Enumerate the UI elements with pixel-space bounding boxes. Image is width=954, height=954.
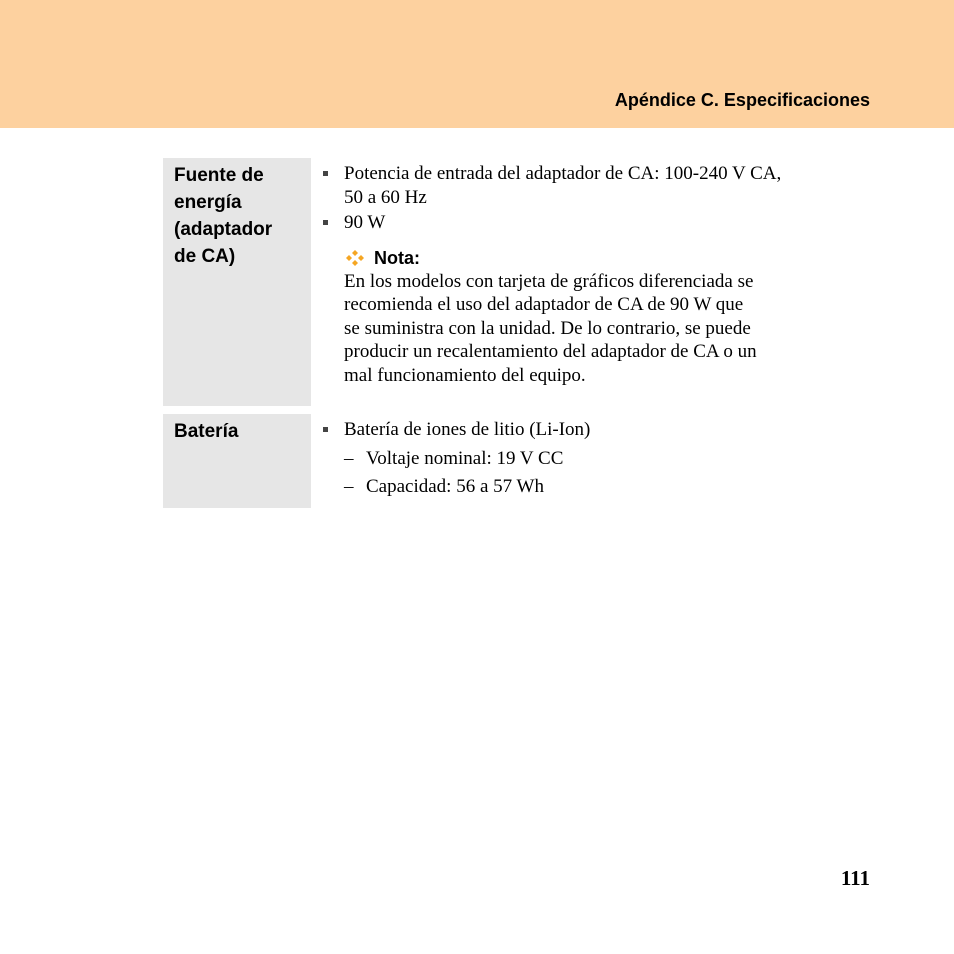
dash-bullet-icon: – [344,447,354,469]
square-bullet-icon [323,171,328,176]
list-item-line: Potencia de entrada del adaptador de CA: 100-240 V CA, [344,163,782,184]
row-label-battery: Batería [163,414,311,508]
note-heading [344,246,873,270]
square-bullet-icon [323,220,328,225]
note-text-line: recomienda el uso del adaptador de CA de 90 W que [344,294,744,315]
square-bullet-icon [323,427,328,432]
dash-bullet-icon: – [344,476,354,497]
sub-list-item [322,447,873,471]
row-label-power [163,158,311,406]
row-body-power [322,162,873,387]
note-label: Nota: [374,247,420,268]
diamond-cluster-icon [344,249,366,267]
chapter-title: Apéndice C. Especificaciones [614,90,870,110]
note-text-line: mal funcionamiento del equipo. [344,364,586,386]
note-text-line: En los modelos con tarjeta de gráficos diferenciada se [344,270,754,292]
list-item-line: 90 W [344,212,386,233]
list-item [322,418,873,442]
note-text-line: producir un recalentamiento del adaptador de CA o un [344,341,757,362]
row-body-battery [322,418,873,499]
note-text-line: se suministra con la unidad. De lo contrario, se puede [344,317,751,339]
row-label-line: de CA) [174,246,236,267]
row-label-line: (adaptador [174,219,273,240]
page-number: 111 [840,866,870,890]
list-item [322,162,873,209]
spec-row-battery [163,414,873,508]
list-item [322,211,873,235]
list-item-line: 50 a 60 Hz [344,186,427,208]
sub-list-item-text: Capacidad: 56 a 57 Wh [366,476,544,497]
note-block [344,246,873,388]
row-label-line: Fuente de [174,165,264,186]
spec-row-power [163,158,873,406]
row-label-line: energía [174,192,242,213]
list-item-line: Batería de iones de litio (Li-Ion) [344,419,591,440]
sub-list-item-text: Voltaje nominal: 19 V CC [366,447,564,469]
sub-list-item [322,475,873,499]
